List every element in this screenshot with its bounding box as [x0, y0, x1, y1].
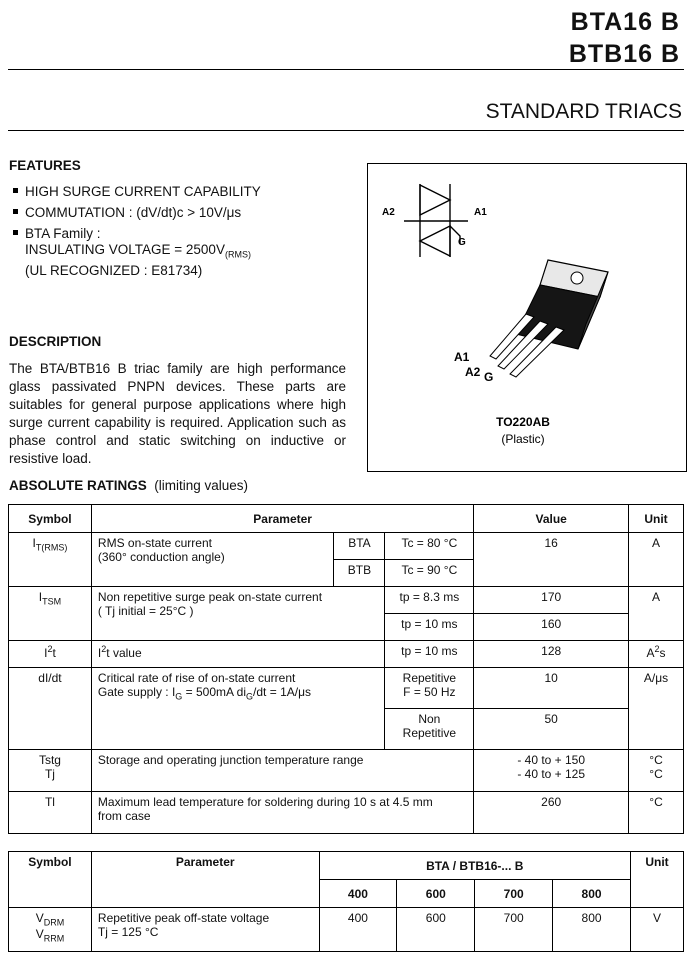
pin-label-a2: A2 — [465, 365, 481, 379]
symbol-vdrm: $V_{DRM}$ $V_{RRM}$ — [9, 908, 92, 952]
unit-itsm: A — [629, 587, 684, 641]
cond-itsm-2: tp = 10 ms — [385, 614, 474, 641]
table-row — [9, 750, 684, 792]
value-itsm-1: 170 — [474, 587, 629, 614]
unit-vdrm: V — [631, 908, 684, 952]
table-header-row — [9, 852, 684, 880]
table-row — [9, 587, 684, 614]
value-i2t: 128 — [474, 641, 629, 668]
description-text: The BTA/BTB16 B triac family are high performance glass passivated PNPN devices. These parts are suitables for general purpose applications where high surge current capability is required. Application such as phase control and static switching on inductive or resistive load. — [9, 361, 346, 466]
header-parameter: Parameter — [91, 852, 319, 908]
value-didt-1: 10 — [474, 668, 629, 709]
symbol-tl: Tl — [9, 792, 92, 834]
param-tl: Maximum lead temperature for soldering during 10 s at 4.5 mm from case — [91, 792, 473, 834]
feature-item: BTA Family : INSULATING VOLTAGE = $2500V_{(RMS)}$ (UL RECOGNIZED : E81734) — [13, 226, 251, 278]
header-symbol: Symbol — [9, 852, 92, 908]
unit-didt: A/μs — [629, 668, 684, 750]
feature-item: COMMUTATION : (dV/dt)c > 10V/μs — [13, 205, 241, 221]
ratings-heading: ABSOLUTE RATINGS (limiting values) — [9, 478, 249, 493]
package-name: TO220AB — [496, 415, 550, 429]
cond-bta: Tc = 80 °C — [385, 533, 474, 560]
bullet-icon — [13, 188, 18, 193]
description-heading: DESCRIPTION — [9, 334, 102, 349]
family-btb: BTB — [334, 560, 385, 587]
value-didt-2: 50 — [474, 709, 629, 750]
param-i2t: $I^2t$ value — [91, 641, 384, 668]
value-600: 600 — [397, 908, 475, 952]
triac-symbol-and-package — [368, 164, 686, 471]
header-family: BTA / BTB16-... B — [319, 852, 631, 880]
cond-itsm-1: tp = 8.3 ms — [385, 587, 474, 614]
symbol-itsm: $I_{TSM}$ — [9, 587, 92, 641]
value-400: 400 — [319, 908, 397, 952]
voltage-grade-table — [8, 851, 684, 952]
bullet-icon — [13, 230, 18, 235]
bullet-icon — [13, 209, 18, 214]
package-type: (Plastic) — [501, 432, 545, 446]
symbol-label-a2: A2 — [382, 207, 395, 218]
value-tl: 260 — [474, 792, 629, 834]
unit-tl: °C — [629, 792, 684, 834]
value-itsm-2: 160 — [474, 614, 629, 641]
to220-package-icon — [490, 260, 608, 377]
param-didt: Critical rate of rise of on-state current Gate supply : $I_G = 500mA$ $di_G/dt = 1A/\mu s$ — [91, 668, 384, 750]
header-symbol: Symbol — [9, 505, 92, 533]
header-parameter: Parameter — [91, 505, 473, 533]
cond-btb: Tc = 90 °C — [385, 560, 474, 587]
grade-800: 800 — [553, 880, 631, 908]
header-value: Value — [474, 505, 629, 533]
cond-i2t: tp = 10 ms — [385, 641, 474, 668]
cond-didt-1: Repetitive F = 50 Hz — [385, 668, 474, 709]
pin-label-g: G — [484, 370, 494, 384]
symbol-didt: dI/dt — [9, 668, 92, 750]
value-800: 800 — [553, 908, 631, 952]
features-heading: FEATURES — [9, 158, 81, 173]
symbol-label-a1: A1 — [474, 207, 487, 218]
symbol-i2t: $I^2t$ — [9, 641, 92, 668]
table-row — [9, 908, 684, 952]
value-700: 700 — [475, 908, 553, 952]
symbol-label-g: G — [458, 237, 466, 248]
cond-didt-2: Non Repetitive — [385, 709, 474, 750]
table-row — [9, 668, 684, 709]
header-unit: Unit — [629, 505, 684, 533]
family-bta: BTA — [334, 533, 385, 560]
title-line-1: BTA16 B — [570, 8, 680, 36]
table-row — [9, 533, 684, 560]
header-unit: Unit — [631, 852, 684, 908]
feature-item: HIGH SURGE CURRENT CAPABILITY — [13, 184, 261, 200]
param-it-rms: RMS on-state current (360° conduction angle) — [91, 533, 334, 587]
table-row — [9, 641, 684, 668]
grade-400: 400 — [319, 880, 397, 908]
subtitle: STANDARD TRIACS — [485, 100, 682, 123]
value-tstg: - 40 to + 150 - 40 to + 125 — [474, 750, 629, 792]
symbol-tstg: Tstg Tj — [9, 750, 92, 792]
param-itsm: Non repetitive surge peak on-state current ( Tj initial = 25°C ) — [91, 587, 384, 641]
header-rule — [8, 69, 684, 70]
param-vdrm: Repetitive peak off-state voltage Tj = 125 °C — [91, 908, 319, 952]
absolute-ratings-table — [8, 504, 684, 834]
subtitle-rule — [8, 130, 684, 131]
table-row — [9, 792, 684, 834]
unit-tstg: °C °C — [629, 750, 684, 792]
unit-i2t: $A^2s$ — [629, 641, 684, 668]
grade-600: 600 — [397, 880, 475, 908]
grade-700: 700 — [475, 880, 553, 908]
table-header-row — [9, 505, 684, 533]
symbol-it-rms: $I_{T(RMS)}$ — [9, 533, 92, 587]
value-it-rms: 16 — [474, 533, 629, 587]
package-diagram — [367, 163, 687, 472]
title-line-2: BTB16 B — [568, 40, 680, 68]
unit-it-rms: A — [629, 533, 684, 587]
pin-label-a1: A1 — [454, 350, 470, 364]
param-tstg: Storage and operating junction temperature range — [91, 750, 473, 792]
